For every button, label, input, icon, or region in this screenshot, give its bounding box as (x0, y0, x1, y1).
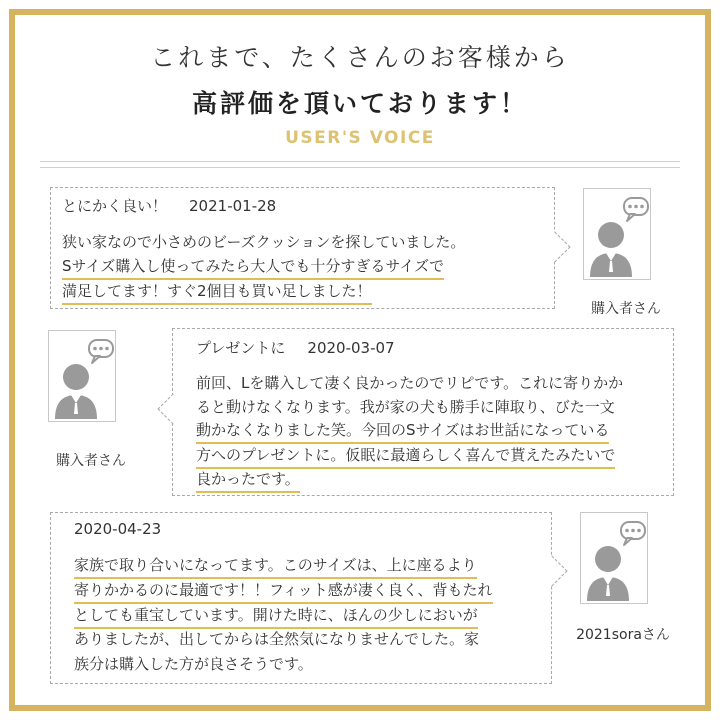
person-icon (49, 331, 117, 423)
review-text-line: Sサイズ購入し使ってみたら大人でも十分すぎるサイズで (62, 256, 444, 280)
review-title: とにかく良い！ (62, 197, 168, 215)
review-text-line: 満足してます！すぐ2個目も買い足しました！ (62, 281, 372, 305)
review-date: 2020-04-23 (74, 520, 162, 538)
review-date: 2021-01-28 (189, 197, 277, 215)
review-text-line: 家族で取り合いになってます。このサイズは、上に座るより (74, 555, 477, 579)
review-title: プレゼントに (196, 339, 286, 357)
speech-bubble-icon (89, 340, 113, 363)
person-icon (581, 513, 649, 605)
review-header (62, 195, 276, 216)
reviewer-name: 2021soraさん (576, 627, 670, 643)
review-text-line: 前回、Lを購入して凄く良かったのでリピです。これに寄りかか (196, 374, 624, 392)
reviewer-name: 購入者さん (591, 301, 661, 317)
section-subtitle: USER'S VOICE (285, 128, 435, 148)
person-icon (584, 189, 652, 281)
review-text-line: 狭い家なので小さめのビーズクッションを探していました。 (62, 233, 466, 251)
speech-bubble-icon (621, 522, 645, 545)
reviewer-avatar (48, 330, 116, 422)
divider-line (40, 167, 680, 168)
reviewer-avatar (580, 512, 648, 604)
review-text-line: 方へのプレゼントに。仮眠に最適らしく喜んで貰えたみたいで (196, 445, 615, 469)
review-text-line: 良かったです。 (196, 469, 300, 493)
review-text-line: 族分は購入した方が良さそうです。 (74, 655, 313, 673)
divider-line (40, 161, 680, 162)
review-header (74, 520, 161, 538)
review-header (196, 337, 395, 358)
review-date: 2020-03-07 (307, 339, 395, 357)
review-text-line: 寄りかかるのに最適です！！フィット感が凄く良く、背もたれ (74, 580, 493, 604)
reviewer-avatar (583, 188, 651, 280)
speech-bubble-icon (624, 198, 648, 221)
review-text-line: 動かなくなりました笑。今回のSサイズはお世話になっている (196, 420, 609, 444)
headline-line2: 高評価を頂いております！ (191, 89, 528, 118)
review-text-line: ありましたが、出してからは全然気になりませんでした。家 (74, 630, 480, 648)
review-text-line: ると動けなくなります。我が家の犬も勝手に陣取り、びた一文 (196, 398, 615, 416)
headline-line1: これまで、たくさんのお客様から (150, 43, 570, 72)
review-text-line: としても重宝しています。開けた時に、ほんの少しにおいが (74, 605, 478, 629)
reviewer-name: 購入者さん (56, 453, 126, 469)
